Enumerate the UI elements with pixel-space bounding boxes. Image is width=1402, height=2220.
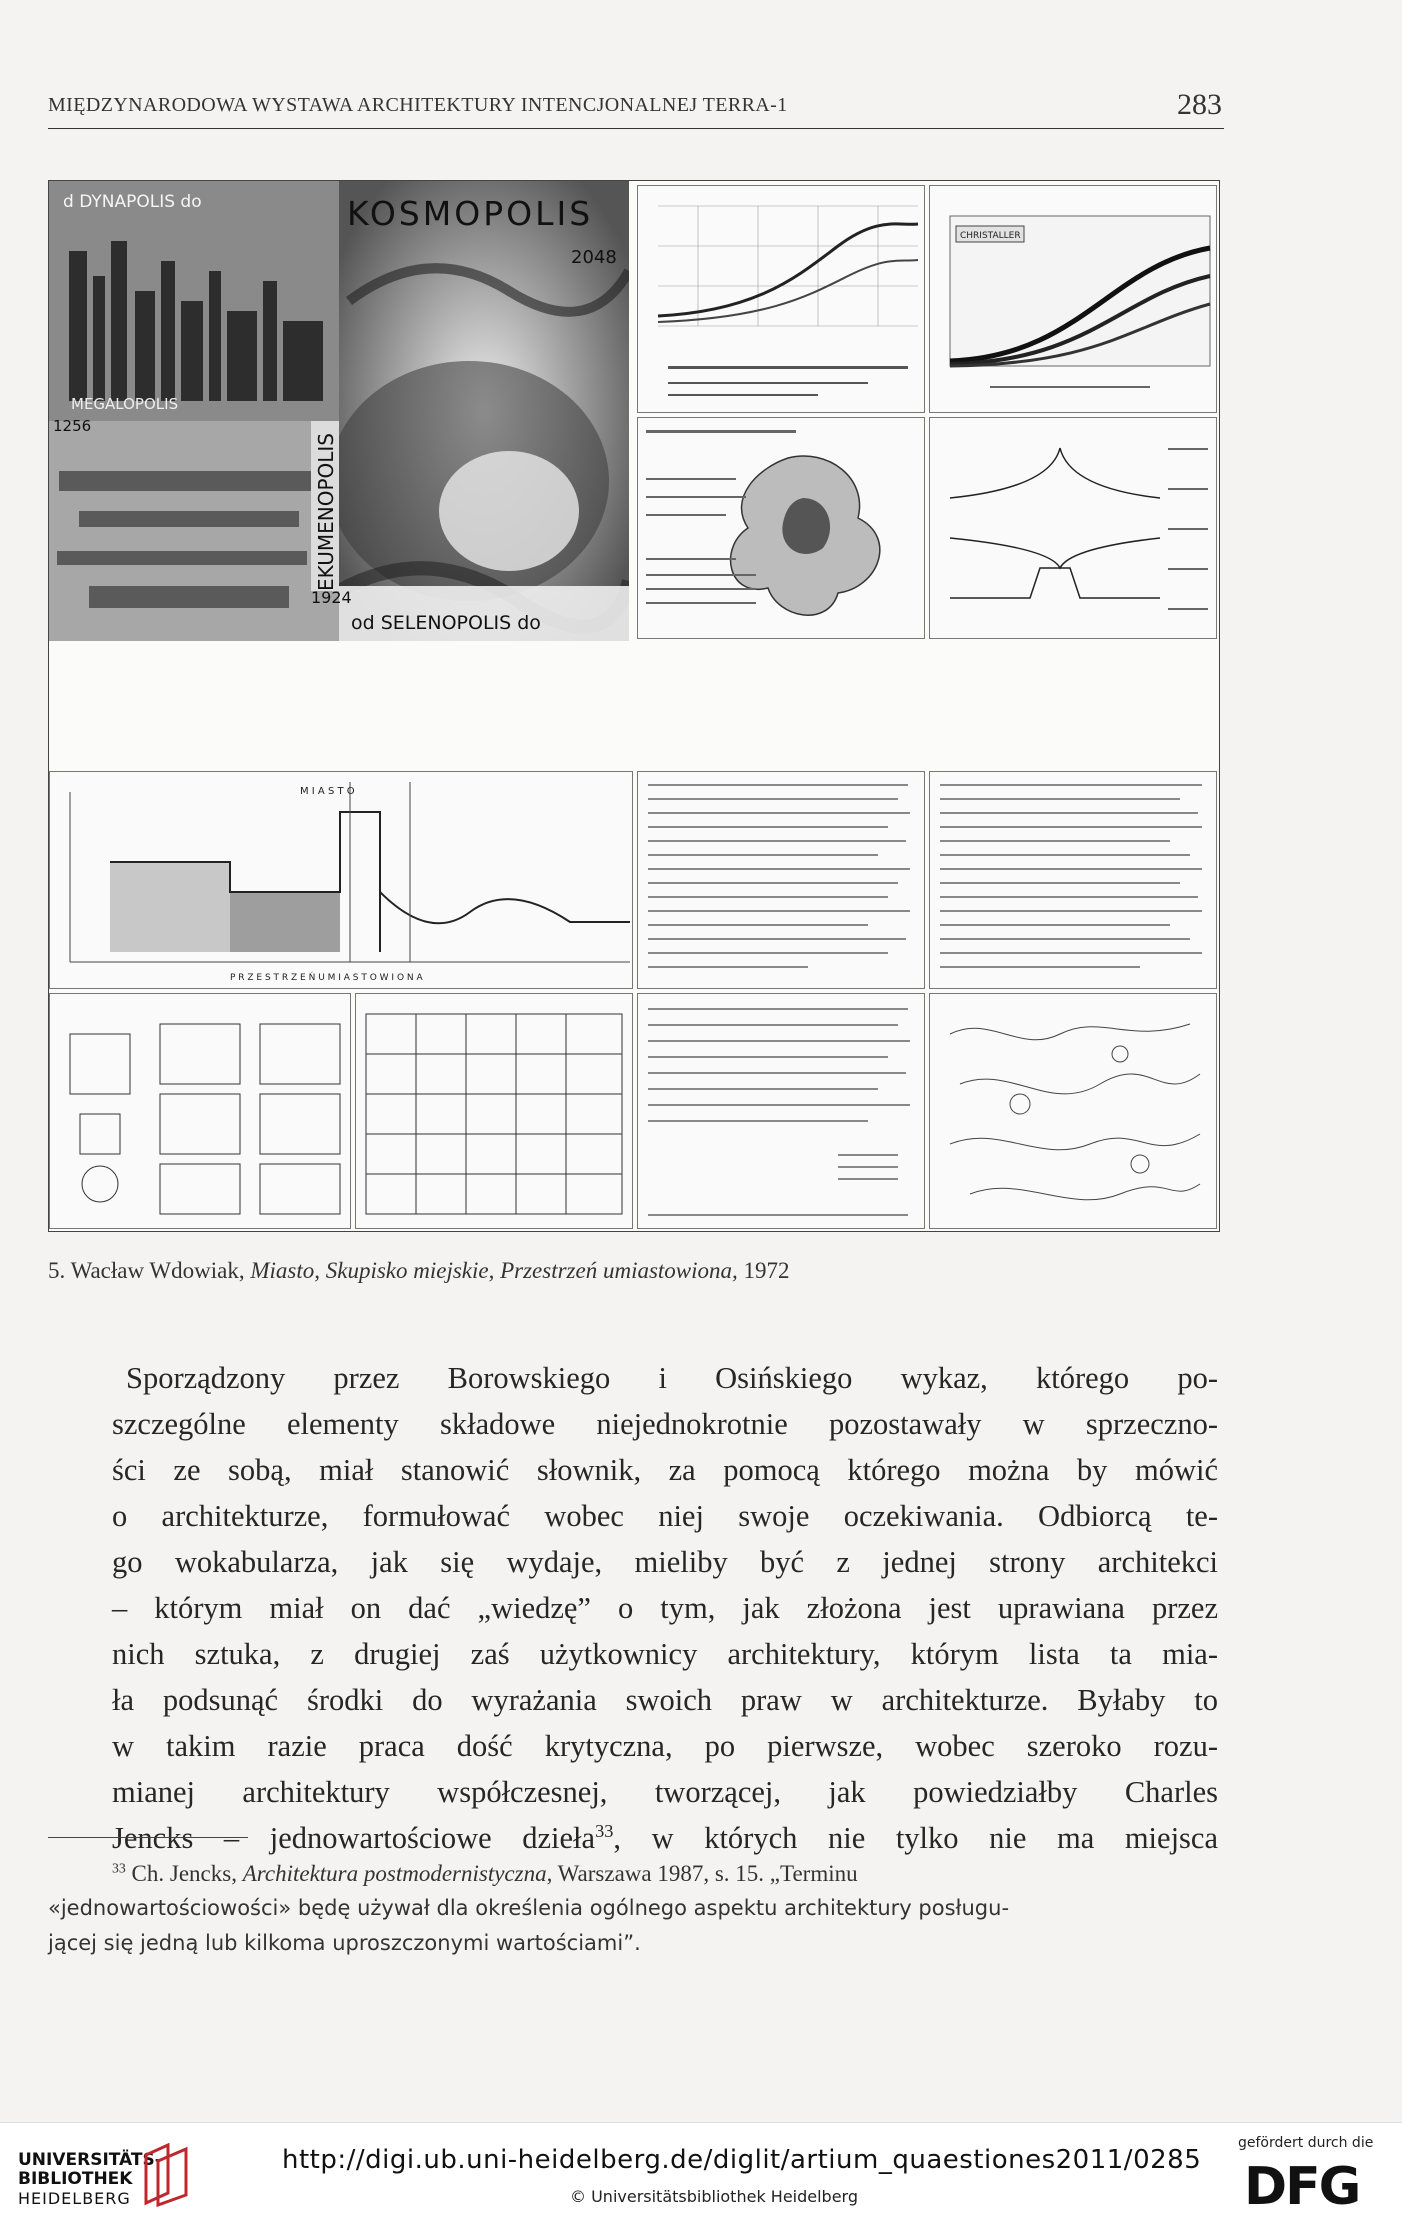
running-head [48, 88, 1224, 129]
body-line: nich sztuka, z drugiej zaś użytkownicy architektury, którym lista ta mia- [112, 1637, 1218, 1671]
text-table-panel-2 [929, 771, 1217, 989]
collage-label-1256: 1256 [53, 417, 92, 435]
diagram-label-przestrzen: P R Z E S T R Z E Ń U M I A S T O W I O N A [230, 973, 423, 983]
collage-label-selenopolis: od SELENOPOLIS do [351, 612, 541, 634]
agglomeration-map-panel [637, 417, 925, 639]
body-text [112, 1355, 1218, 1861]
library-name [18, 2151, 162, 2208]
body-line: ła podsunąć środki do wyrażania swoich praw w architekturze. Byłaby to [112, 1683, 1218, 1717]
footnote-rule [48, 1837, 248, 1838]
footnote-ref-33[interactable]: 33 [595, 1820, 614, 1841]
diagram-label-miasto: M I A S T O [300, 786, 355, 797]
body-line: o architekturze, formułować wobec niej swoje oczekiwania. Odbiorcą te- [112, 1499, 1218, 1533]
region-map-panel [929, 993, 1217, 1229]
figure [48, 180, 1220, 1232]
building-plan-panel-2 [355, 993, 633, 1229]
text-table-panel-1 [637, 771, 925, 989]
footnote-line-3: jącej się jedną lub kilkoma uproszczonymi wartościami”. [48, 1931, 641, 1955]
body-last-end: , w których nie tylko nie ma miejsca [613, 1821, 1218, 1855]
collage-label-dynapolis: d DYNAPOLIS do [63, 192, 202, 212]
collage-photo [49, 181, 629, 641]
growth-chart-panel [637, 185, 925, 413]
logistic-chart-panel [929, 185, 1217, 413]
dfg-logo: DFG [1244, 2157, 1360, 2217]
building-plan-panel-1 [49, 993, 351, 1229]
page-number: 283 [1177, 88, 1222, 121]
collage-label-ekumenopolis: EKUMENOPOLIS [314, 433, 338, 591]
body-line: Sporządzony przez Borowskiego i Osińskiego wykaz, którego po- [126, 1361, 1218, 1395]
running-title: MIĘDZYNARODOWA WYSTAWA ARCHITEKTURY INTENCJONALNEJ TERRA-1 [48, 94, 788, 116]
library-logo-icon [142, 2143, 192, 2207]
library-line-2: BIBLIOTHEK [18, 2169, 133, 2189]
density-profile-panel [929, 417, 1217, 639]
collage-label-2048: 2048 [571, 247, 617, 268]
body-line: mianej architektury współczesnej, tworzącej, jak powiedziałby Charles [112, 1775, 1218, 1809]
body-last-start: Jencks – jednowartościowe dzieła [112, 1821, 596, 1855]
footnote-line-2: «jednowartościowości» będę używał dla określenia ogólnego aspektu architektury posługu- [48, 1896, 1010, 1920]
footnote-number: 33 [112, 1860, 126, 1876]
caption-title: Miasto, Skupisko miejskie, Przestrzeń umiastowiona, [250, 1258, 738, 1283]
footnote [48, 1856, 1218, 1961]
collage-label-kosmopolis: KOSMOPOLIS [347, 194, 594, 233]
library-line-3: HEIDELBERG [18, 2189, 131, 2208]
funding-note: gefördert durch die [1238, 2135, 1374, 2151]
city-profile-panel [49, 771, 633, 989]
body-line-last [112, 1815, 1218, 1861]
copyright: © Universitätsbibliothek Heidelberg [570, 2187, 859, 2206]
footnote-title: Architektura postmodernistyczna, [242, 1861, 553, 1886]
footnote-line-1 [48, 1856, 1218, 1891]
chart-label-christaller: CHRISTALLER [960, 231, 1021, 241]
library-footer [0, 2122, 1402, 2220]
body-line: w takim razie praca dość krytyczna, po pierwsze, wobec szeroko rozu- [112, 1729, 1218, 1763]
caption-number: 5. [48, 1258, 66, 1283]
footnote-prefix: Ch. Jencks, [131, 1861, 237, 1886]
text-table-panel-3 [637, 993, 925, 1229]
collage-label-megalopolis: MEGALOPOLIS [71, 395, 179, 413]
library-line-1: UNIVERSITÄTS- [18, 2150, 162, 2170]
body-line: ści ze sobą, miał stanowić słownik, za pomocą którego można by mówić [112, 1453, 1218, 1487]
source-url-link[interactable]: http://digi.ub.uni-heidelberg.de/diglit/artium_quaestiones2011/0285 [282, 2145, 1202, 2175]
body-line: – którym miał on dać „wiedzę” o tym, jak złożona jest uprawiana przez [112, 1591, 1218, 1625]
body-line: go wokabularza, jak się wydaje, mieliby być z jednej strony architekci [112, 1545, 1218, 1579]
caption-year: 1972 [743, 1258, 790, 1283]
footnote-rest: Warszawa 1987, s. 15. „Terminu [557, 1861, 858, 1886]
collage-label-1924: 1924 [311, 588, 352, 607]
caption-author: Wacław Wdowiak, [70, 1258, 245, 1283]
figure-caption [48, 1258, 790, 1284]
body-line: szczególne elementy składowe niejednokrotnie pozostawały w sprzeczno- [112, 1407, 1218, 1441]
